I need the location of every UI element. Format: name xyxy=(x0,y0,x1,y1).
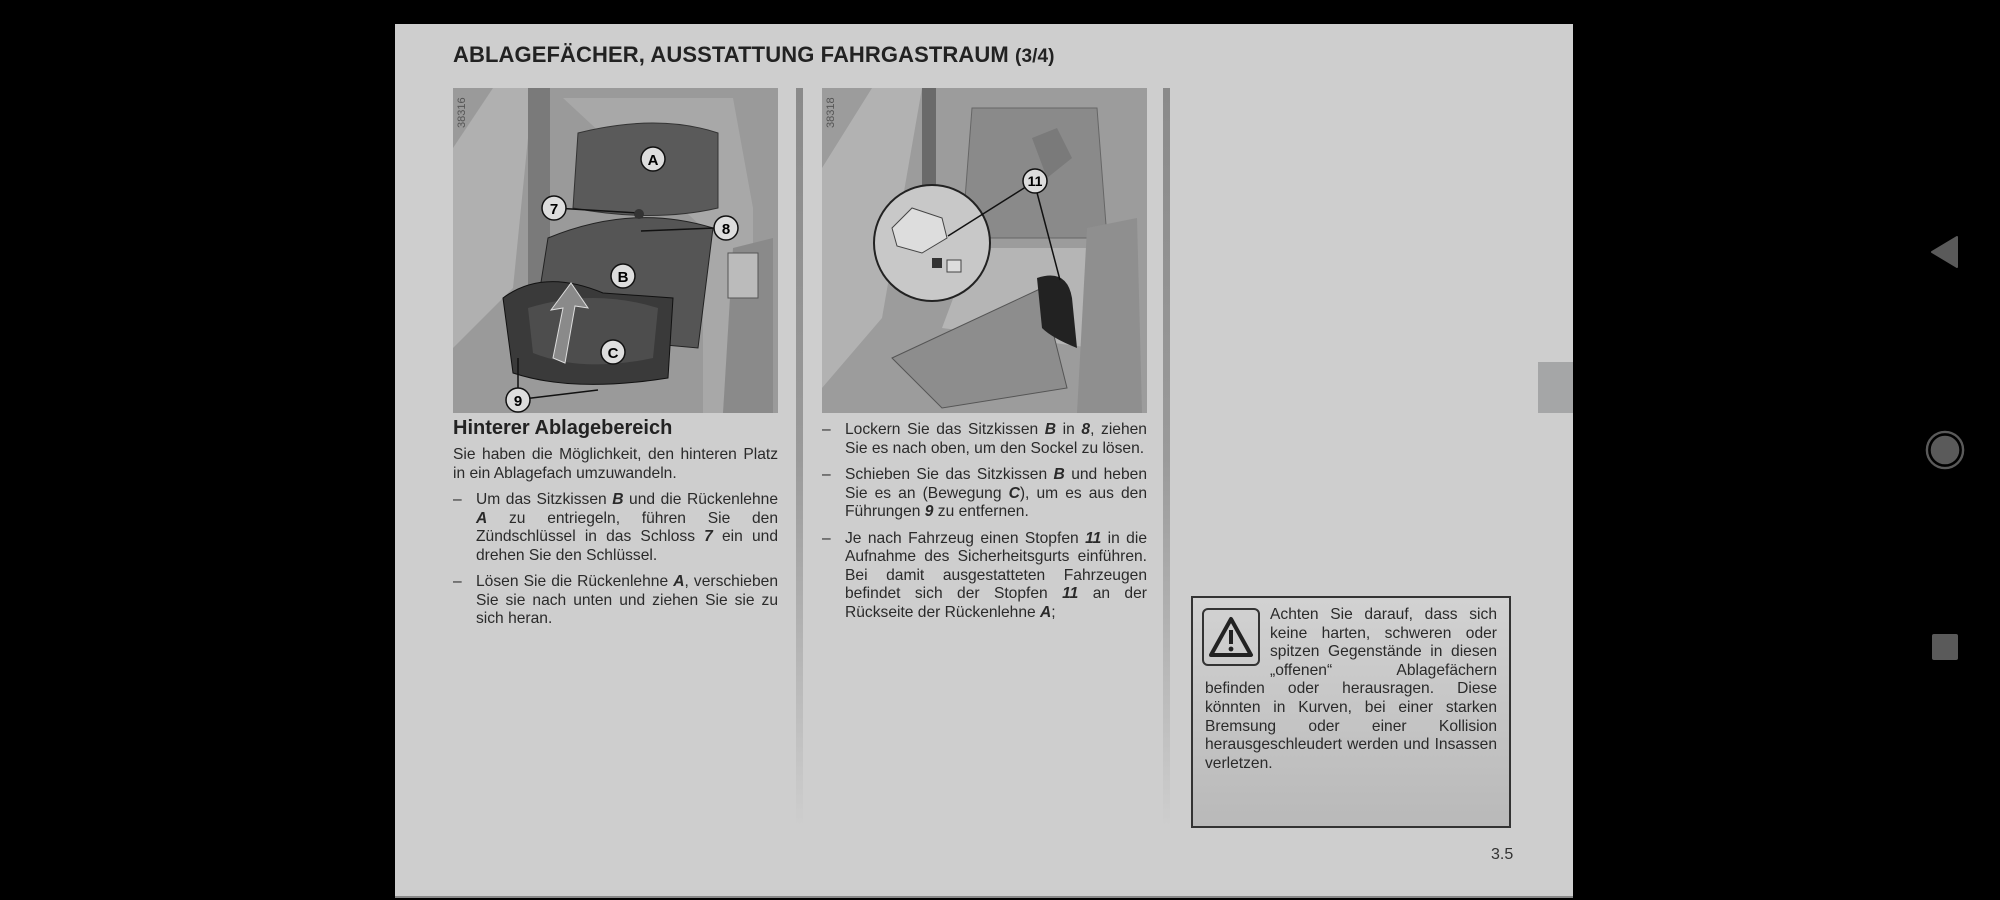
step-item: – Schieben Sie das Sitzkissen B und heben Sie es an (Bewegung C), um es aus den Führungen 9 zu entfernen. xyxy=(822,466,1147,520)
step-item: – Je nach Fahrzeug einen Stopfen 11 in die Aufnahme des Sicherheitsgurts einführen. Bei damit ausgestatteten Fahrzeugen befindet sich der Stopfen 11 an der Rückseite der Rückenlehne A; xyxy=(822,529,1147,621)
figure-storage-area xyxy=(822,88,1147,413)
callout-11 xyxy=(1023,169,1047,193)
recents-square-icon xyxy=(1931,633,1959,661)
chapter-tab-marker xyxy=(1538,362,1573,413)
column-middle xyxy=(822,88,1147,630)
home-circle-icon xyxy=(1925,429,1965,471)
manual-page xyxy=(395,24,1573,898)
callout-7 xyxy=(542,196,566,220)
title-part-indicator: (3/4) xyxy=(1015,46,1055,67)
svg-text:9: 9 xyxy=(513,393,523,410)
steps-list-left xyxy=(453,491,778,629)
svg-text:A: A xyxy=(647,152,659,169)
back-triangle-icon xyxy=(1930,235,1960,269)
figure-rear-seat xyxy=(453,88,778,413)
callout-C xyxy=(601,340,625,364)
warning-triangle-icon xyxy=(1202,608,1260,666)
step-dash: – xyxy=(822,529,831,547)
recents-button[interactable] xyxy=(1925,627,1965,667)
svg-text:11: 11 xyxy=(1027,173,1043,189)
seat-illustration xyxy=(453,88,778,413)
step-item: – Lösen Sie die Rückenlehne A, verschieben Sie sie nach unten und ziehen Sie sie zu sich heran. xyxy=(453,573,778,627)
title-text: ABLAGEFÄCHER, AUSSTATTUNG FAHRGASTRAUM xyxy=(453,42,1009,67)
figure-id: 38318 xyxy=(825,97,837,128)
column-divider xyxy=(1163,88,1170,828)
step-item: – Um das Sitzkissen B und die Rückenlehne A zu entriegeln, führen Sie den Zündschlüssel in das Schloss 7 ein und drehen Sie den Schlüssel. xyxy=(453,491,778,564)
column-left xyxy=(453,88,778,637)
back-button[interactable] xyxy=(1925,232,1965,272)
svg-text:7: 7 xyxy=(549,201,559,218)
callout-A xyxy=(641,147,665,171)
step-item: – Lockern Sie das Sitzkissen B in 8, ziehen Sie es nach oben, um den Sockel zu lösen. xyxy=(822,421,1147,457)
steps-list-middle xyxy=(822,421,1147,622)
warning-text: Achten Sie darauf, dass sich keine harten, schweren oder spitzen Gegenstände in diesen „offenen“ Ablagefächern befinden oder herausragen. Diese könnten in Kurven, bei einer starken Bremsung oder einer Kollision herausgeschleudert werden und Insassen verletzen. xyxy=(1205,606,1497,772)
callout-B xyxy=(611,264,635,288)
section-heading: Hinterer Ablagebereich xyxy=(453,417,673,439)
page-title xyxy=(453,42,1055,68)
step-dash: – xyxy=(822,466,831,483)
warning-box xyxy=(1191,596,1511,828)
svg-text:C: C xyxy=(607,345,619,362)
figure-id: 38316 xyxy=(456,97,468,128)
step-dash: – xyxy=(453,573,462,590)
callout-8 xyxy=(714,216,738,240)
storage-illustration xyxy=(822,88,1147,413)
page-number: 3.5 xyxy=(1491,846,1514,863)
callout-9 xyxy=(506,388,530,412)
column-divider xyxy=(796,88,803,828)
step-dash: – xyxy=(822,421,831,438)
svg-text:8: 8 xyxy=(721,221,731,238)
svg-text:B: B xyxy=(617,269,629,286)
step-dash: – xyxy=(453,491,462,508)
section-intro: Sie haben die Möglichkeit, den hinteren Platz in ein Ablagefach umzuwandeln. xyxy=(453,446,778,482)
home-button[interactable] xyxy=(1925,430,1965,470)
